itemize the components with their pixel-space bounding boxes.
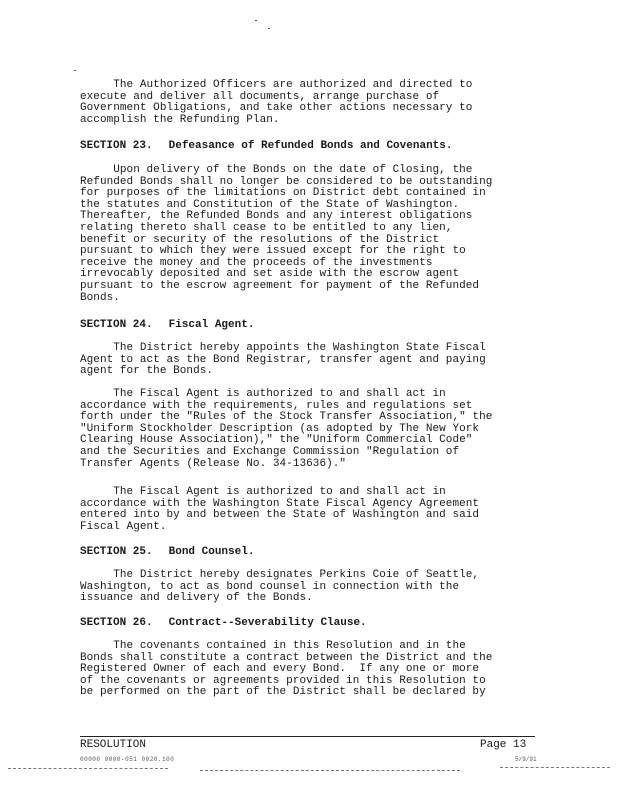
section-26-heading — [80, 617, 367, 629]
section-24-heading — [80, 319, 254, 331]
section-number: SECTION 26. — [80, 617, 153, 629]
paragraph-fiscal-agency-agreement: The Fiscal Agent is authorized to and shall act in accordance with the Washington State Fiscal Agency Agreement entered into by and between the State of Washington and said Fiscal Agent. — [80, 486, 480, 533]
footer-title: RESOLUTION — [80, 739, 147, 751]
paragraph-authorized-officers: The Authorized Officers are authorized and directed to execute and deliver all documents, arrange purchase of Government Obligations, and take other actions necessary to accomplish the Refunding Plan. — [80, 79, 473, 126]
scan-artifact-line — [200, 770, 460, 771]
section-title: Contract--Severability Clause. — [168, 617, 367, 629]
section-number: SECTION 24. — [80, 319, 153, 331]
paragraph-fiscal-agent-rules: The Fiscal Agent is authorized to and shall act in accordance with the requirements, rules and regulations set forth under the "Rules of the Stock Transfer Association," the "Uniform Stockholder Description (as adopted by The New York Clearing House Association)," the "Uniform Commercial Code" and the Securities and Exchange Commission "Regulation of Transfer Agents (Release No. 34-13636)." — [80, 388, 493, 470]
paragraph-contract-covenants: The covenants contained in this Resolution and in the Bonds shall constitute a contract between the District and the Registered Owner of each and every Bond. If any one or more of the covenants or agreements provided in this Resolution to be performed on the part of the District shall be declared by — [80, 640, 493, 699]
scan-artifact-line — [8, 768, 168, 769]
document-date-code: 5/9/91 — [515, 756, 537, 763]
section-title: Fiscal Agent. — [168, 319, 255, 331]
section-title: Defeasance of Refunded Bonds and Covenants. — [168, 140, 453, 152]
page-number: Page 13 — [480, 739, 527, 751]
footer-rule — [80, 736, 535, 737]
paragraph-bond-counsel: The District hereby designates Perkins Coie of Seattle, Washington, to act as bond counsel in connection with the issuance and delivery of the Bonds. — [80, 569, 480, 605]
scan-speck — [74, 70, 76, 71]
paragraph-defeasance: Upon delivery of the Bonds on the date of Closing, the Refunded Bonds shall no longer be considered to be outstanding for purposes of the limitations on District debt contained in the statutes and Constitution of the State of Washington. Thereafter, the Refunded Bonds and any interest obligations relating thereto shall cease to be entitled to any lien, benefit or security of the resolutions of the District pursuant to which they were issued except for the right to receive the money and the proceeds of the investments irrevocably deposited and set aside with the escrow agent pursuant to the escrow agreement for payment of the Refunded Bonds. — [80, 164, 493, 304]
scan-speck — [255, 20, 257, 21]
section-25-heading — [80, 546, 254, 558]
paragraph-fiscal-agent-appointment: The District hereby appoints the Washington State Fiscal Agent to act as the Bond Registrar, transfer agent and paying agent for the Bonds. — [80, 342, 486, 378]
scan-artifact-line — [500, 767, 610, 768]
document-code: 00000 0000-051 0020.100 — [80, 756, 175, 763]
section-number: SECTION 23. — [80, 140, 153, 152]
section-title: Bond Counsel. — [168, 546, 255, 558]
scan-speck — [268, 28, 270, 29]
section-number: SECTION 25. — [80, 546, 153, 558]
section-23-heading — [80, 140, 452, 152]
